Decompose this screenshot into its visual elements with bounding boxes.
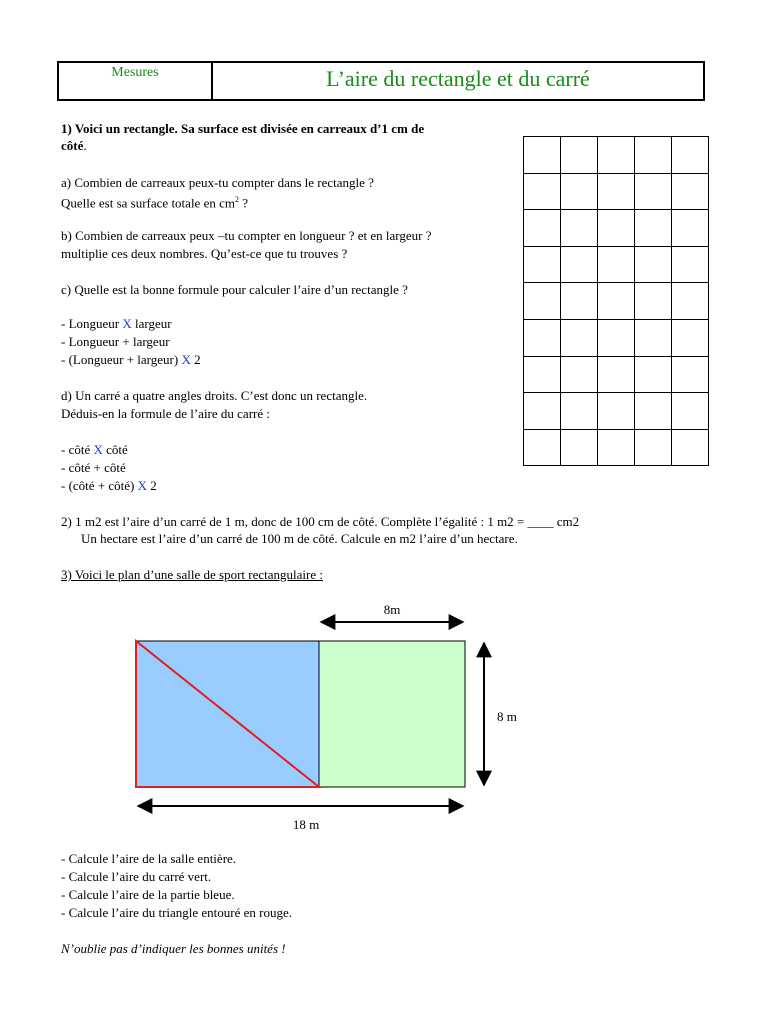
task-3: - Calcule l’aire de la partie bleue. <box>61 887 235 902</box>
question-c: c) Quelle est la bonne formule pour calculer l’aire d’un rectangle ? <box>61 282 408 297</box>
section3-heading: 3) Voici le plan d’une salle de sport rectangulaire : <box>61 567 323 582</box>
question-d-line1: d) Un carré a quatre angles droits. C’est donc un rectangle. <box>61 388 368 403</box>
section1-heading: 1) Voici un rectangle. Sa surface est divisée en carreaux d’1 cm de <box>61 121 425 136</box>
category-label: Mesures <box>111 65 159 80</box>
dim-right-label: 8 m <box>497 709 517 724</box>
page-title: L’aire du rectangle et du carré <box>326 66 590 91</box>
option-d3: - (côté + côté) X 2 <box>61 478 157 493</box>
option-c3: - (Longueur + largeur) X 2 <box>61 352 201 367</box>
question-d-line2: Déduis-en la formule de l’aire du carré : <box>61 406 270 421</box>
task-4: - Calcule l’aire du triangle entouré en rouge. <box>61 905 293 920</box>
task-2: - Calcule l’aire du carré vert. <box>61 869 212 884</box>
units-reminder: N’oublie pas d’indiquer les bonnes unités ! <box>61 941 286 956</box>
option-d1: - côté X côté <box>61 442 128 457</box>
option-d2: - côté + côté <box>61 460 126 475</box>
option-c1: - Longueur X largeur <box>61 316 172 331</box>
question-b-line2: multiplie ces deux nombres. Qu’est-ce que tu trouves ? <box>61 246 348 261</box>
green-square <box>319 641 465 787</box>
task-1: - Calcule l’aire de la salle entière. <box>61 851 237 866</box>
option-c2: - Longueur + largeur <box>61 334 170 349</box>
section1-heading-cont: côté. <box>61 138 87 153</box>
section2-line1: 2) 1 m2 est l’aire d’un carré de 1 m, donc de 100 cm de côté. Complète l’égalité : 1 m2 = ____ cm2 <box>61 514 580 529</box>
dim-top-label: 8m <box>383 602 401 617</box>
section2-line2: Un hectare est l’aire d’un carré de 100 m de côté. Calcule en m2 l’aire d’un hectare. <box>81 531 518 546</box>
question-b-line1: b) Combien de carreaux peux –tu compter en longueur ? et en largeur ? <box>61 228 432 243</box>
dim-bottom-label: 18 m <box>292 817 320 832</box>
question-a-line2: Quelle est sa surface totale en $cm^2$ ? <box>61 195 249 211</box>
question-a-line1: a) Combien de carreaux peux-tu compter dans le rectangle ? <box>61 175 374 190</box>
